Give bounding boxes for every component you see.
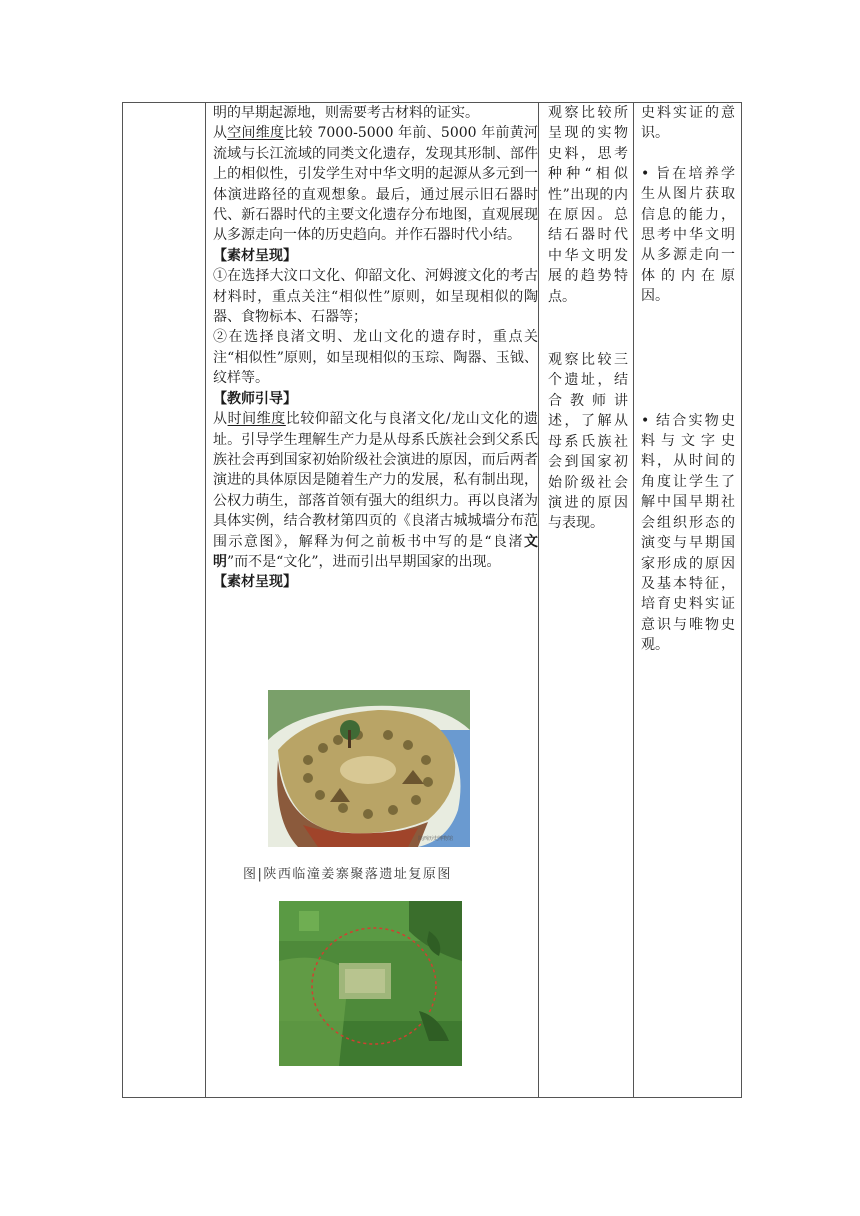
time-dimension-term: 时间维度 — [227, 411, 286, 428]
column-divider — [538, 103, 539, 1097]
lesson-plan-table — [122, 102, 742, 1098]
student-activity-column — [548, 103, 628, 534]
watermark-text: 陕西历史博物馆 — [418, 836, 454, 842]
material-item-1: ①在选择大汶口文化、仰韶文化、河姆渡文化的考古材料时，重点关注“相似性”原则，如呈现相似的陶器、食物标本、石器等； — [213, 268, 538, 326]
continued-sentence: 明的早期起源地，则需要考古材料的证实。 — [213, 105, 479, 121]
liangzhu-site-aerial-map — [279, 901, 462, 1066]
materials-heading: 【素材呈现】 — [213, 247, 297, 264]
temporal-comparison-paragraph — [213, 409, 538, 572]
materials-heading-2: 【素材呈现】 — [213, 574, 297, 591]
text-fragment: 比较 7000-5000 年前、5000 年前黄河流域与长江流域的同类文化遗存，发现其形制、部件上的相似性，引发学生对中华文明的起源从多元到一体演进路径的直观想象。最后，通过展示旧石器时代、新石器时代的主要文化遗存分布地图，直观展现从多源走向一体的历史趋向。并作石器时代小结。 — [213, 125, 539, 244]
spatial-dimension-term: 空间维度 — [227, 125, 285, 142]
teaching-content-column — [213, 103, 538, 593]
civilization-term: 文明 — [213, 533, 538, 570]
column-divider — [205, 103, 206, 1097]
design-intent-3: • 结合实物史料与文字史料，从时间的角度让学生了解中国早期社会组织形态的演变与早期国家形成的原因及基本特征，培育史料实证意识与唯物史观。 — [641, 412, 735, 654]
student-activity-2: 观察比较三个遗址，结合教师讲述，了解从母系氏族社会到国家初始阶级社会演进的原因与表现。 — [548, 352, 628, 532]
material-item-2: ②在选择良渚文明、龙山文化的遗存时，重点关注“相似性”原则，如呈现相似的玉琮、陶器、玉钺、纹样等。 — [213, 329, 538, 387]
text-fragment: ”而不是“文化”，进而引出早期国家的出现。 — [227, 553, 501, 570]
student-activity-1: 观察比较所呈现的实物史料，思考种种“相似性”出现的内在原因。总结石器时代中华文明发展的趋势特点。 — [548, 105, 628, 305]
column-divider — [633, 103, 634, 1097]
design-intent-1: 史料实证的意识。 — [641, 105, 735, 142]
spatial-comparison-paragraph — [213, 123, 538, 245]
teacher-guidance-heading: 【教师引导】 — [213, 390, 297, 407]
figure-caption: 图|陕西临潼姜寨聚落遗址复原图 — [243, 867, 452, 882]
text-fragment: 从 — [213, 125, 228, 142]
design-intent-column — [641, 103, 735, 656]
text-fragment: 从 — [213, 411, 228, 428]
design-intent-2: • 旨在培养学生从图片获取信息的能力，思考中华文明从多源走向一体的内在原因。 — [641, 165, 735, 305]
text-fragment: 比较仰韶文化与良渚文化/龙山文化的遗址。引导学生理解生产力是从母系氏族社会到父系氏族社会再到国家初始阶级社会演进的原因，而后两者演进的具体原因是随着生产力的发展，私有制出现，公权力萌生，部落首领有强大的组织力。再以良渚为具体实例，结合教材第四页的《良渚古城城墙分布范围示意图》，解释为何之前板书中写的是“良渚 — [213, 411, 539, 550]
jiangzhai-settlement-illustration — [268, 690, 470, 847]
